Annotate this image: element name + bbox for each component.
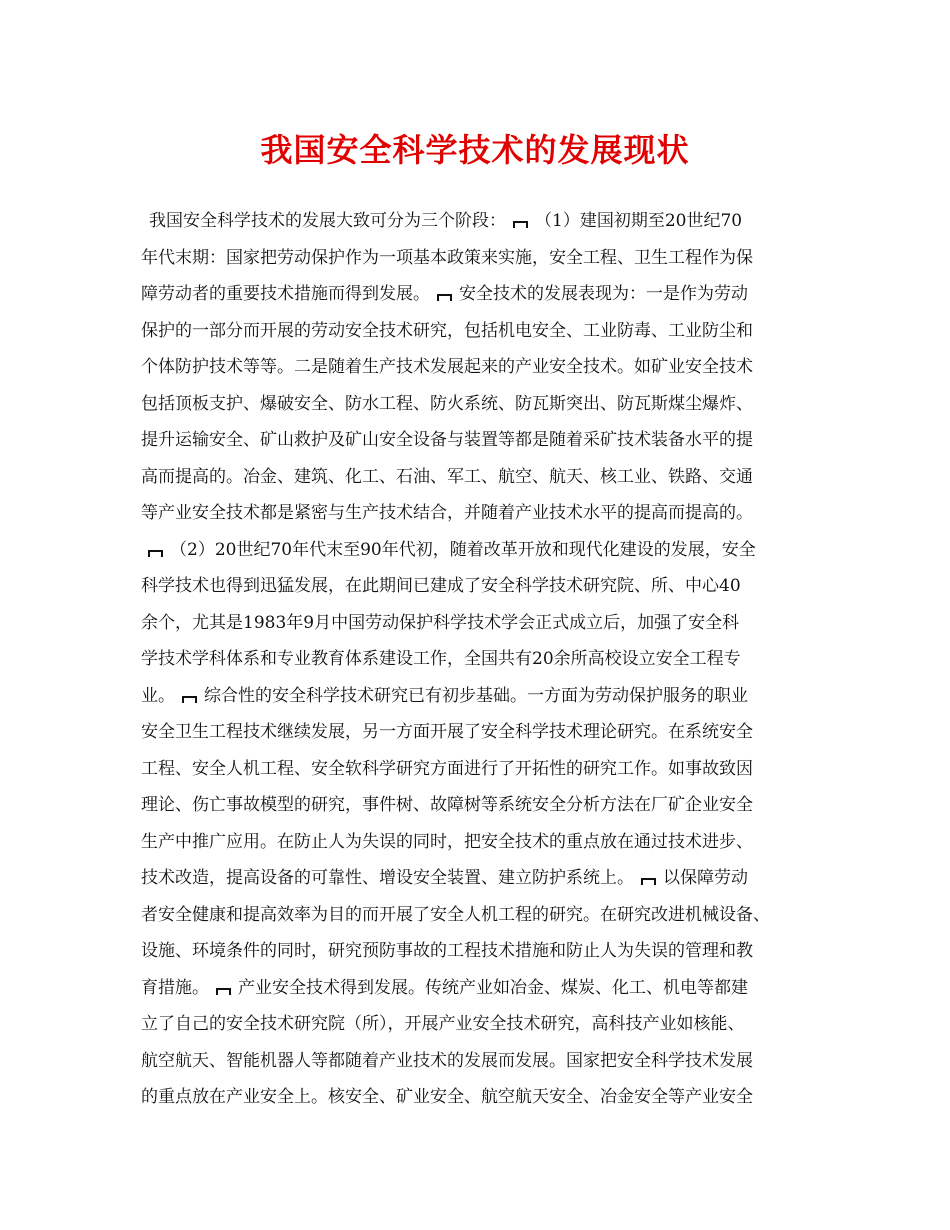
text-line — [141, 1006, 813, 1043]
text-line — [141, 495, 813, 532]
text-line — [141, 1043, 813, 1080]
text-line — [141, 678, 813, 715]
text-line — [141, 1079, 813, 1116]
text-segment: 等产业安全技术都是紧密与生产技术结合，并随着产业技术水平的提高而提高的。 — [141, 503, 753, 523]
text-segment: 高而提高的。冶金、建筑、化工、石油、军工、航空、航天、核工业、铁路、交通 — [141, 466, 753, 487]
text-segment: 者安全健康和提高效率为目的而开展了安全人机工程的研究。在研究改进机械设备、 — [141, 904, 770, 925]
text-segment: 保护的一部分而开展的劳动安全技术研究，包括机电安全、工业防毒、工业防尘和 — [141, 320, 753, 341]
paragraph-mark-icon — [181, 693, 198, 703]
text-segment: 航空航天、智能机器人等都随着产业技术的发展而发展。国家把安全科学技术发展 — [141, 1050, 753, 1071]
text-line — [141, 897, 813, 934]
paragraph-mark-icon — [640, 875, 657, 885]
text-segment: 安全技术的发展表现为：一是作为劳动 — [459, 284, 748, 304]
text-line — [141, 860, 813, 897]
text-segment: 生产中推广应用。在防止人为失误的同时，把安全技术的重点放在通过技术进步、 — [141, 831, 753, 852]
paragraph-mark-icon — [512, 218, 529, 228]
text-line — [141, 532, 813, 569]
text-segment: 提升运输安全、矿山救护及矿山安全设备与装置等都是随着采矿技术装备水平的提 — [141, 430, 753, 450]
text-segment: 余个，尤其是1983年9月中国劳动保护科学技术学会正式成立后，加强了安全科 — [141, 612, 740, 633]
text-line — [141, 276, 813, 313]
text-segment: 的重点放在产业安全上。核安全、矿业安全、航空航天安全、冶金安全等产业安全 — [141, 1087, 753, 1107]
text-segment: 理论、伤亡事故模型的研究，事件树、故障树等系统安全分析方法在厂矿企业安全 — [141, 795, 753, 815]
paragraph-mark-icon — [436, 291, 453, 301]
text-segment: 障劳动者的重要技术措施而得到发展。 — [141, 284, 430, 304]
text-segment: 科学技术也得到迅猛发展，在此期间已建成了安全科学技术研究院、所、中心40 — [141, 576, 741, 596]
text-segment: 年代末期：国家把劳动保护作为一项基本政策来实施，安全工程、卫生工程作为保 — [141, 247, 753, 268]
document-title: 我国安全科学技术的发展现状 — [260, 131, 690, 169]
text-segment: 我国安全科学技术的发展大致可分为三个阶段： — [149, 211, 506, 231]
text-segment: 育措施。 — [141, 977, 209, 998]
text-line — [141, 824, 813, 861]
text-line — [141, 714, 813, 751]
text-line — [141, 459, 813, 496]
text-line — [141, 203, 813, 240]
text-segment: 个体防护技术等等。二是随着生产技术发展起来的产业安全技术。如矿业安全技术 — [141, 357, 753, 377]
text-line — [141, 568, 813, 605]
text-line — [141, 933, 813, 970]
text-segment: 设施、环境条件的同时，研究预防事故的工程技术措施和防止人为失误的管理和教 — [141, 941, 753, 961]
text-segment: 产业安全技术得到发展。传统产业如冶金、煤炭、化工、机电等都建 — [238, 977, 748, 998]
text-segment: 业。 — [141, 685, 175, 706]
text-line — [141, 605, 813, 642]
text-segment: （2）20世纪70年代末至90年代初，随着改革开放和现代化建设的发展，安全 — [170, 539, 756, 560]
text-line — [141, 422, 813, 459]
text-segment: 综合性的安全科学技术研究已有初步基础。一方面为劳动保护服务的职业 — [204, 685, 748, 706]
text-line — [141, 386, 813, 423]
text-segment: 技术改造，提高设备的可靠性、增设安全装置、建立防护系统上。 — [141, 868, 634, 888]
paragraph-mark-icon — [147, 547, 164, 557]
text-line — [141, 751, 813, 788]
text-segment: 立了自己的安全技术研究院（所），开展产业安全技术研究，高科技产业如核能、 — [141, 1014, 745, 1034]
text-segment: 包括顶板支护、爆破安全、防水工程、防火系统、防瓦斯突出、防瓦斯煤尘爆炸、 — [141, 393, 753, 414]
text-line — [141, 349, 813, 386]
text-segment: 以保障劳动 — [663, 868, 748, 888]
text-segment: 工程、安全人机工程、安全软科学研究方面进行了开拓性的研究工作。如事故致因 — [141, 758, 753, 779]
text-segment: 安全卫生工程技术继续发展，另一方面开展了安全科学技术理论研究。在系统安全 — [141, 722, 753, 742]
text-line — [141, 641, 813, 678]
paragraph-mark-icon — [215, 985, 232, 995]
text-segment: （1）建国初期至20世纪70 — [535, 211, 743, 231]
text-line — [141, 240, 813, 277]
text-line — [141, 970, 813, 1007]
text-line — [141, 313, 813, 350]
text-segment: 学技术学科体系和专业教育体系建设工作，全国共有20余所高校设立安全工程专 — [141, 649, 741, 669]
document-body — [141, 203, 813, 1116]
text-line — [141, 787, 813, 824]
